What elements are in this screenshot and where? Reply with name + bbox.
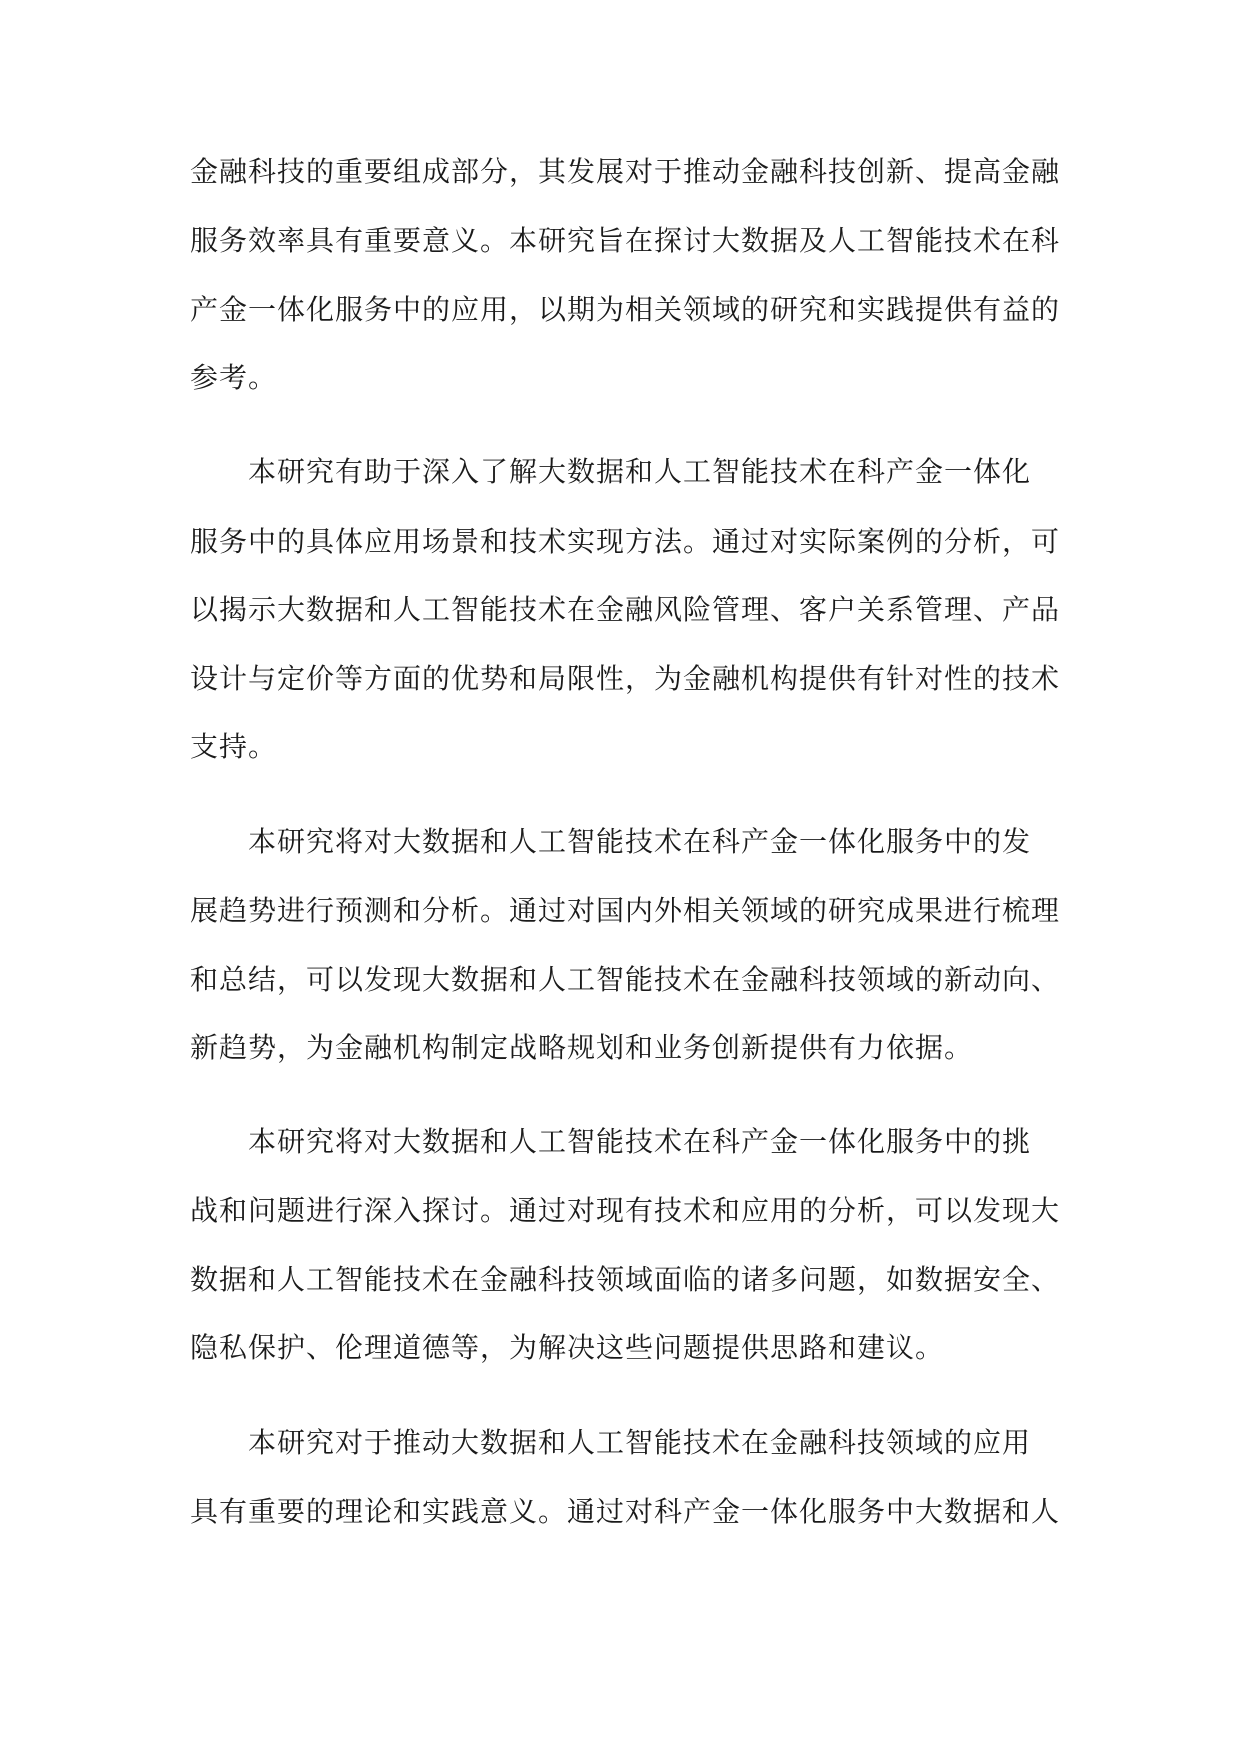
paragraph-2-line-4: 设计与定价等方面的优势和局限性，为金融机构提供有针对性的技术 [190, 662, 1061, 695]
paragraph-5-line-2: 具有重要的理论和实践意义。通过对科产金一体化服务中大数据和人 [190, 1495, 1061, 1528]
paragraph-4-line-1: 本研究将对大数据和人工智能技术在科产金一体化服务中的挑 [248, 1125, 1032, 1158]
paragraph-4-line-3: 数据和人工智能技术在金融科技领域面临的诸多问题，如数据安全、 [190, 1263, 1061, 1296]
paragraph-1-line-3: 产金一体化服务中的应用，以期为相关领域的研究和实践提供有益的 [190, 293, 1061, 326]
paragraph-2-line-1: 本研究有助于深入了解大数据和人工智能技术在科产金一体化 [248, 455, 1032, 488]
paragraph-3-line-4: 新趋势，为金融机构制定战略规划和业务创新提供有力依据。 [190, 1031, 974, 1064]
paragraph-5-line-1: 本研究对于推动大数据和人工智能技术在金融科技领域的应用 [248, 1426, 1032, 1459]
paragraph-1-line-1: 金融科技的重要组成部分，其发展对于推动金融科技创新、提高金融 [190, 155, 1061, 188]
paragraph-4-line-2: 战和问题进行深入探讨。通过对现有技术和应用的分析，可以发现大 [190, 1194, 1061, 1227]
paragraph-3-line-2: 展趋势进行预测和分析。通过对国内外相关领域的研究成果进行梳理 [190, 894, 1061, 927]
paragraph-1-line-2: 服务效率具有重要意义。本研究旨在探讨大数据及人工智能技术在科 [190, 224, 1061, 257]
paragraph-2-line-3: 以揭示大数据和人工智能技术在金融风险管理、客户关系管理、产品 [190, 593, 1061, 626]
paragraph-4-line-4: 隐私保护、伦理道德等，为解决这些问题提供思路和建议。 [190, 1331, 945, 1364]
paragraph-3-line-3: 和总结，可以发现大数据和人工智能技术在金融科技领域的新动向、 [190, 963, 1061, 996]
paragraph-2-line-2: 服务中的具体应用场景和技术实现方法。通过对实际案例的分析，可 [190, 525, 1061, 558]
paragraph-1-line-4: 参考。 [190, 361, 278, 394]
paragraph-3-line-1: 本研究将对大数据和人工智能技术在科产金一体化服务中的发 [248, 825, 1032, 858]
paragraph-2-line-5: 支持。 [190, 730, 278, 763]
